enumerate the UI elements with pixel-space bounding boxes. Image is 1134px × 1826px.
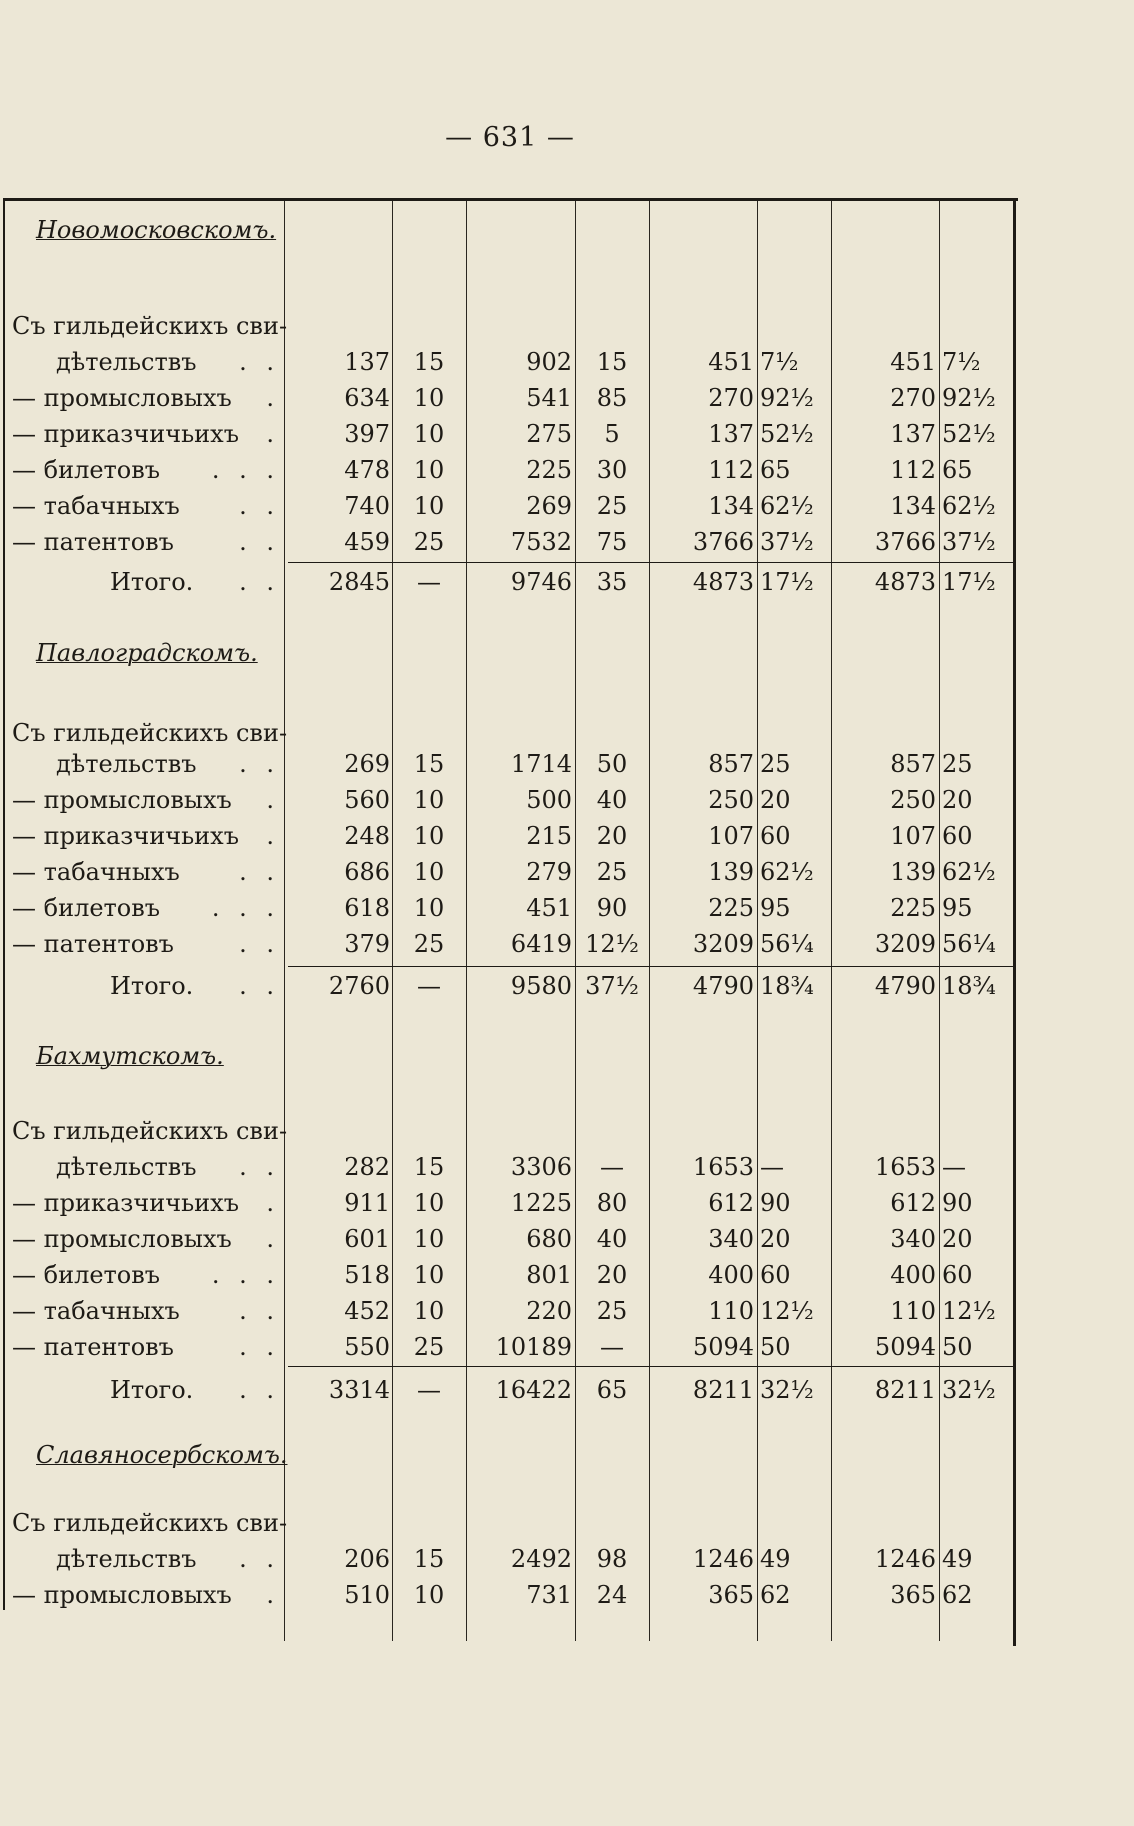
table-row [0, 854, 1016, 890]
table-cell: 139 [890, 858, 936, 886]
table-cell: 3209 [692, 930, 754, 958]
table-row [0, 1293, 1016, 1329]
table-cell: 1714 [510, 750, 572, 778]
table-cell: 397 [344, 420, 390, 448]
table-cell: 8211 [692, 1376, 754, 1404]
table-cell: 30 [596, 456, 628, 484]
table-cell: 7½ [760, 348, 799, 376]
table-cell: 612 [890, 1189, 936, 1217]
table-cell: 92½ [942, 384, 996, 412]
table-cell: 4790 [692, 972, 754, 1000]
leader-dots: . [266, 1225, 280, 1253]
row-label: Съ гильдейскихъ сви- [12, 719, 288, 747]
table-cell: 618 [344, 894, 390, 922]
table-cell: 17½ [942, 568, 996, 596]
leader-dots: . [266, 420, 280, 448]
table-cell: 62 [942, 1581, 973, 1609]
table-cell: 451 [526, 894, 572, 922]
row-label-text: — патентовъ [12, 930, 174, 958]
row-label [12, 488, 280, 524]
intro-row [0, 308, 1016, 344]
table-cell: 25 [596, 1297, 628, 1325]
table-cell: 80 [596, 1189, 628, 1217]
leader-dots: . . . [211, 1261, 280, 1289]
table-cell: 110 [708, 1297, 754, 1325]
row-label-text: — билетовъ [12, 456, 161, 484]
leader-dots: . . [239, 1297, 280, 1325]
table-cell: — [942, 1153, 966, 1181]
table-cell: 270 [708, 384, 754, 412]
table-cell: — [417, 972, 441, 1000]
table-cell: 452 [344, 1297, 390, 1325]
table-cell: 857 [890, 750, 936, 778]
table-cell: 731 [526, 1581, 572, 1609]
table-cell: 15 [413, 750, 445, 778]
total-row [0, 564, 1016, 600]
leader-dots: . [266, 384, 280, 412]
table-cell: 49 [942, 1545, 973, 1573]
district-heading: Павлоградскомъ. [36, 639, 258, 667]
total-label [110, 1372, 280, 1408]
table-cell: 137 [890, 420, 936, 448]
table-cell: 275 [526, 420, 572, 448]
table-cell: 451 [708, 348, 754, 376]
total-label-text: Итого. [110, 568, 194, 596]
table-cell: 112 [890, 456, 936, 484]
table-cell: 225 [890, 894, 936, 922]
table-cell: 20 [760, 786, 791, 814]
row-label: Съ гильдейскихъ сви- [12, 1509, 288, 1537]
table-cell: 15 [596, 348, 628, 376]
total-rule [288, 966, 1014, 967]
table-cell: 612 [708, 1189, 754, 1217]
table-cell: 5094 [874, 1333, 936, 1361]
table-cell: 107 [890, 822, 936, 850]
row-label-text: — билетовъ [12, 894, 161, 922]
table-cell: 134 [708, 492, 754, 520]
row-label [12, 1221, 280, 1257]
leader-dots: . . [239, 492, 280, 520]
table-cell: 12½ [942, 1297, 996, 1325]
table-cell: 279 [526, 858, 572, 886]
row-label-text: — промысловыхъ [12, 1581, 232, 1609]
table-cell: 1225 [510, 1189, 572, 1217]
table-row [0, 524, 1016, 560]
table-cell: 215 [526, 822, 572, 850]
row-label [12, 416, 280, 452]
table-cell: 65 [942, 456, 973, 484]
intro-row [0, 1113, 1016, 1149]
total-label [110, 968, 280, 1004]
table-cell: 62½ [942, 858, 996, 886]
table-cell: 4873 [692, 568, 754, 596]
table-cell: 60 [942, 822, 973, 850]
table-row [0, 818, 1016, 854]
table-cell: 206 [344, 1545, 390, 1573]
table-cell: 65 [596, 1376, 628, 1404]
table-cell: 340 [890, 1225, 936, 1253]
row-label [12, 1577, 280, 1613]
table-cell: 95 [760, 894, 791, 922]
leader-dots: . . [239, 1153, 280, 1181]
table-cell: 10 [413, 1261, 445, 1289]
table-cell: 37½ [760, 528, 814, 556]
leader-dots: . . [239, 528, 280, 556]
row-label-text: — табачныхъ [12, 492, 180, 520]
table-cell: 15 [413, 1545, 445, 1573]
table-cell: 20 [596, 1261, 628, 1289]
table-cell: 62½ [760, 492, 814, 520]
table-cell: 65 [760, 456, 791, 484]
table-cell: 451 [890, 348, 936, 376]
leader-dots: . . [239, 1333, 280, 1361]
leader-dots: . . [239, 972, 280, 1000]
row-label [12, 926, 280, 962]
total-label-text: Итого. [110, 1376, 194, 1404]
row-label-text: — табачныхъ [12, 1297, 180, 1325]
table-cell: 85 [596, 384, 628, 412]
table-cell: 20 [942, 786, 973, 814]
table-cell: 56¼ [760, 930, 814, 958]
table-cell: 10 [413, 858, 445, 886]
row-label [12, 1329, 280, 1365]
table-cell: 541 [526, 384, 572, 412]
table-cell: 459 [344, 528, 390, 556]
table-cell: 250 [708, 786, 754, 814]
table-cell: 12½ [585, 930, 639, 958]
row-label [56, 1541, 280, 1577]
table-row [0, 746, 1016, 782]
table-cell: 601 [344, 1225, 390, 1253]
table-cell: 52½ [760, 420, 814, 448]
total-rule [288, 562, 1014, 563]
table-cell: 60 [760, 1261, 791, 1289]
row-label [56, 1149, 280, 1185]
table-cell: 7½ [942, 348, 981, 376]
table-cell: 2492 [510, 1545, 572, 1573]
table-cell: 92½ [760, 384, 814, 412]
table-cell: 5 [604, 420, 620, 448]
table-cell: 137 [708, 420, 754, 448]
row-label-text: дѣтельствъ [56, 1545, 197, 1573]
table-cell: 110 [890, 1297, 936, 1325]
table-cell: 10 [413, 1189, 445, 1217]
table-cell: 1246 [692, 1545, 754, 1573]
table-cell: — [417, 1376, 441, 1404]
table-cell: 16422 [495, 1376, 572, 1404]
table-cell: 3766 [692, 528, 754, 556]
table-cell: 560 [344, 786, 390, 814]
table-cell: 1653 [692, 1153, 754, 1181]
row-label-text: дѣтельствъ [56, 1153, 197, 1181]
total-row [0, 1372, 1016, 1408]
district-heading: Новомосковскомъ. [36, 216, 277, 244]
table-cell: 60 [942, 1261, 973, 1289]
table-cell: 10 [413, 384, 445, 412]
table-cell: 52½ [942, 420, 996, 448]
table-cell: 95 [942, 894, 973, 922]
table-cell: 25 [942, 750, 973, 778]
table-cell: 3209 [874, 930, 936, 958]
district-heading: Бахмутскомъ. [36, 1042, 224, 1070]
table-cell: 40 [596, 1225, 628, 1253]
row-label: Съ гильдейскихъ сви- [12, 1117, 288, 1145]
row-label-text: — табачныхъ [12, 858, 180, 886]
table-cell: 20 [942, 1225, 973, 1253]
row-label [56, 344, 280, 380]
table-cell: 340 [708, 1225, 754, 1253]
row-label [12, 1185, 280, 1221]
leader-dots: . [266, 1581, 280, 1609]
table-cell: 18¾ [942, 972, 996, 1000]
table-cell: 98 [596, 1545, 628, 1573]
table-cell: 680 [526, 1225, 572, 1253]
table-cell: 10 [413, 1581, 445, 1609]
table-cell: 10189 [495, 1333, 572, 1361]
table-row [0, 1577, 1016, 1613]
table-cell: 550 [344, 1333, 390, 1361]
table-cell: 20 [760, 1225, 791, 1253]
table-cell: 32½ [942, 1376, 996, 1404]
leader-dots: . . [239, 1376, 280, 1404]
table-cell: 365 [890, 1581, 936, 1609]
leader-dots: . . [239, 858, 280, 886]
table-cell: 10 [413, 492, 445, 520]
row-label-text: — промысловыхъ [12, 1225, 232, 1253]
table-cell: 518 [344, 1261, 390, 1289]
table-cell: 25 [760, 750, 791, 778]
table-top-rule [4, 198, 1018, 201]
table-cell: 25 [413, 1333, 445, 1361]
table-cell: 10 [413, 786, 445, 814]
table-cell: 2760 [328, 972, 390, 1000]
table-row [0, 1329, 1016, 1365]
table-row [0, 1221, 1016, 1257]
table-cell: 134 [890, 492, 936, 520]
table-cell: 857 [708, 750, 754, 778]
table-cell: 9580 [510, 972, 572, 1000]
row-label [56, 746, 280, 782]
leader-dots: . . . [211, 456, 280, 484]
table-cell: 3306 [510, 1153, 572, 1181]
row-label-text: — промысловыхъ [12, 384, 232, 412]
table-cell: 10 [413, 456, 445, 484]
row-label-text: — приказчичьихъ [12, 420, 239, 448]
table-cell: — [417, 568, 441, 596]
table-row [0, 452, 1016, 488]
table-cell: 37½ [942, 528, 996, 556]
table-cell: 902 [526, 348, 572, 376]
table-cell: 12½ [760, 1297, 814, 1325]
district-heading: Славяносербскомъ. [36, 1441, 288, 1469]
table-cell: 60 [760, 822, 791, 850]
leader-dots: . . [239, 348, 280, 376]
table-cell: 510 [344, 1581, 390, 1609]
table-cell: 269 [344, 750, 390, 778]
row-label [12, 818, 280, 854]
table-cell: 250 [890, 786, 936, 814]
table-cell: 634 [344, 384, 390, 412]
table-cell: 90 [596, 894, 628, 922]
table-cell: 25 [413, 930, 445, 958]
table-cell: 24 [596, 1581, 628, 1609]
table-cell: 6419 [510, 930, 572, 958]
row-label-text: — промысловыхъ [12, 786, 232, 814]
row-label-text: — патентовъ [12, 1333, 174, 1361]
leader-dots: . . . [211, 894, 280, 922]
total-row [0, 968, 1016, 1004]
table-cell: 62 [760, 1581, 791, 1609]
table-cell: 478 [344, 456, 390, 484]
table-cell: 282 [344, 1153, 390, 1181]
table-cell: 50 [596, 750, 628, 778]
table-row [0, 1185, 1016, 1221]
table-cell: 32½ [760, 1376, 814, 1404]
table-cell: 686 [344, 858, 390, 886]
row-label-text: — патентовъ [12, 528, 174, 556]
table-cell: 137 [344, 348, 390, 376]
row-label [12, 1293, 280, 1329]
total-label-text: Итого. [110, 972, 194, 1000]
row-label-text: дѣтельствъ [56, 348, 197, 376]
table-cell: 56¼ [942, 930, 996, 958]
table-row [0, 1257, 1016, 1293]
table-cell: 7532 [510, 528, 572, 556]
table-cell: 740 [344, 492, 390, 520]
leader-dots: . . [239, 930, 280, 958]
table-cell: 35 [596, 568, 628, 596]
table-cell: 18¾ [760, 972, 814, 1000]
table-cell: 10 [413, 1297, 445, 1325]
table-cell: 911 [344, 1189, 390, 1217]
row-label-text: — билетовъ [12, 1261, 161, 1289]
table-cell: 10 [413, 1225, 445, 1253]
leader-dots: . [266, 822, 280, 850]
table-cell: 801 [526, 1261, 572, 1289]
row-label [12, 452, 280, 488]
row-label [12, 890, 280, 926]
table-cell: 50 [942, 1333, 973, 1361]
table-cell: 25 [596, 492, 628, 520]
table-cell: 5094 [692, 1333, 754, 1361]
table-cell: 107 [708, 822, 754, 850]
table-cell: 10 [413, 894, 445, 922]
table-cell: 4790 [874, 972, 936, 1000]
row-label [12, 1257, 280, 1293]
table-cell: — [760, 1153, 784, 1181]
table-cell: 3766 [874, 528, 936, 556]
table-cell: 3314 [328, 1376, 390, 1404]
intro-row [0, 1505, 1016, 1541]
table-cell: 1653 [874, 1153, 936, 1181]
table-cell: 17½ [760, 568, 814, 596]
leader-dots: . [266, 1189, 280, 1217]
table-cell: 62½ [760, 858, 814, 886]
table-row [0, 416, 1016, 452]
table-row [0, 488, 1016, 524]
table-cell: 8211 [874, 1376, 936, 1404]
table-cell: 220 [526, 1297, 572, 1325]
table-cell: 90 [760, 1189, 791, 1217]
table-cell: 25 [413, 528, 445, 556]
total-label [110, 564, 280, 600]
table-cell: 49 [760, 1545, 791, 1573]
row-label-text: — приказчичьихъ [12, 1189, 239, 1217]
table-cell: 4873 [874, 568, 936, 596]
total-rule [288, 1366, 1014, 1367]
table-cell: 90 [942, 1189, 973, 1217]
page-number: — 631 — [445, 122, 575, 153]
table-cell: 75 [596, 528, 628, 556]
table-cell: 15 [413, 1153, 445, 1181]
table-row [0, 926, 1016, 962]
leader-dots: . . [239, 750, 280, 778]
table-cell: 25 [596, 858, 628, 886]
row-label-text: — приказчичьихъ [12, 822, 239, 850]
row-label [12, 782, 280, 818]
table-cell: — [600, 1153, 624, 1181]
table-row [0, 380, 1016, 416]
table-row [0, 890, 1016, 926]
table-cell: 10 [413, 822, 445, 850]
table-cell: 37½ [585, 972, 639, 1000]
table-cell: 400 [708, 1261, 754, 1289]
table-cell: 50 [760, 1333, 791, 1361]
table-cell: 62½ [942, 492, 996, 520]
table-cell: — [600, 1333, 624, 1361]
table-cell: 225 [526, 456, 572, 484]
table-cell: 20 [596, 822, 628, 850]
table-cell: 379 [344, 930, 390, 958]
table-cell: 2845 [328, 568, 390, 596]
leader-dots: . [266, 786, 280, 814]
table-row [0, 782, 1016, 818]
table-cell: 500 [526, 786, 572, 814]
table-cell: 139 [708, 858, 754, 886]
table-cell: 40 [596, 786, 628, 814]
leader-dots: . . [239, 1545, 280, 1573]
table-cell: 15 [413, 348, 445, 376]
table-cell: 1246 [874, 1545, 936, 1573]
table-cell: 365 [708, 1581, 754, 1609]
table-cell: 270 [890, 384, 936, 412]
table-cell: 9746 [510, 568, 572, 596]
table-row [0, 1149, 1016, 1185]
table-cell: 400 [890, 1261, 936, 1289]
row-label-text: дѣтельствъ [56, 750, 197, 778]
table-cell: 225 [708, 894, 754, 922]
table-row [0, 1541, 1016, 1577]
table-cell: 112 [708, 456, 754, 484]
table-cell: 10 [413, 420, 445, 448]
leader-dots: . . [239, 568, 280, 596]
row-label [12, 380, 280, 416]
row-label: Съ гильдейскихъ сви- [12, 312, 288, 340]
table-cell: 248 [344, 822, 390, 850]
table-cell: 269 [526, 492, 572, 520]
row-label [12, 854, 280, 890]
table-row [0, 344, 1016, 380]
row-label [12, 524, 280, 560]
